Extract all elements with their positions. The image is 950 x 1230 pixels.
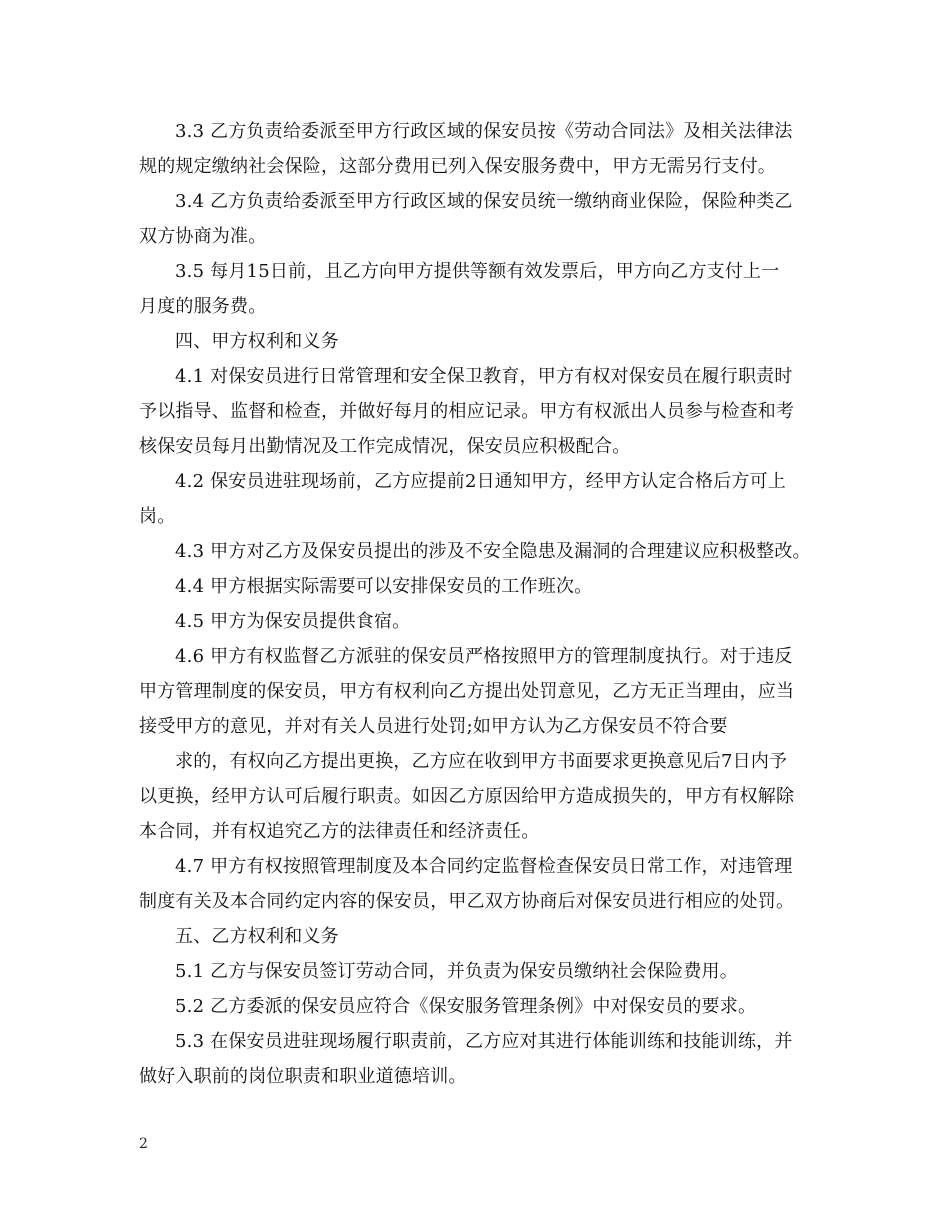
text-line: 规的规定缴纳社会保险，这部分费用已列入保安服务费中，甲方无需另行支付。 — [139, 156, 776, 177]
text-line: 以更换，经甲方认可后履行职责。如因乙方原因给甲方造成损失的，甲方有权解除 — [139, 786, 795, 807]
section-heading: 四、甲方权利和义务 — [175, 331, 339, 352]
text-line: 5.1 乙方与保安员签订劳动合同，并负责为保安员缴纳社会保险费用。 — [175, 961, 738, 982]
text-line: 月度的服务费。 — [139, 296, 267, 317]
text-line: 接受甲方的意见，并对有关人员进行处罚;如甲方认为乙方保安员不符合要 — [139, 716, 728, 737]
text-line: 4.2 保安员进驻现场前，乙方应提前2日通知甲方，经甲方认定合格后方可上 — [175, 471, 786, 492]
text-line: 做好入职前的岗位职责和职业道德培训。 — [139, 1066, 467, 1087]
text-line: 3.4 乙方负责给委派至甲方行政区域的保安员统一缴纳商业保险，保险种类乙 — [175, 191, 793, 212]
text-line: 予以指导、监督和检查，并做好每月的相应记录。甲方有权派出人员参与检查和考 — [139, 401, 795, 422]
text-line: 4.1 对保安员进行日常管理和安全保卫教育，甲方有权对保安员在履行职责时 — [175, 366, 793, 387]
text-line: 本合同，并有权追究乙方的法律责任和经济责任。 — [139, 821, 540, 842]
text-line: 5.2 乙方委派的保安员应符合《保安服务管理条例》中对保安员的要求。 — [175, 996, 757, 1017]
text-line: 4.6 甲方有权监督乙方派驻的保安员严格按照甲方的管理制度执行。对于违反 — [175, 646, 793, 667]
section-heading: 五、乙方权利和义务 — [175, 926, 339, 947]
text-line: 制度有关及本合同约定内容的保安员，甲乙双方协商后对保安员进行相应的处罚。 — [139, 891, 795, 912]
text-line: 3.3 乙方负责给委派至甲方行政区域的保安员按《劳动合同法》及相关法律法 — [175, 121, 793, 142]
text-line: 5.3 在保安员进驻现场履行职责前，乙方应对其进行体能训练和技能训练，并 — [175, 1031, 793, 1052]
text-line: 4.4 甲方根据实际需要可以安排保安员的工作班次。 — [175, 576, 593, 597]
text-line: 核保安员每月出勤情况及工作完成情况，保安员应积极配合。 — [139, 436, 631, 457]
page-number: 2 — [139, 1136, 148, 1152]
text-line: 4.7 甲方有权按照管理制度及本合同约定监督检查保安员日常工作，对违管理 — [175, 856, 793, 877]
text-line: 岗。 — [139, 506, 176, 527]
text-line: 4.5 甲方为保安员提供食宿。 — [175, 611, 411, 632]
text-line: 求的，有权向乙方提出更换，乙方应在收到甲方书面要求更换意见后7日内予 — [175, 751, 788, 772]
text-line: 双方协商为准。 — [139, 226, 267, 247]
text-line: 3.5 每月15日前，且乙方向甲方提供等额有效发票后，甲方向乙方支付上一 — [175, 261, 780, 282]
text-line: 4.3 甲方对乙方及保安员提出的涉及不安全隐患及漏洞的合理建议应积极整改。 — [175, 541, 811, 562]
text-line: 甲方管理制度的保安员，甲方有权利向乙方提出处罚意见，乙方无正当理由，应当 — [139, 681, 795, 702]
